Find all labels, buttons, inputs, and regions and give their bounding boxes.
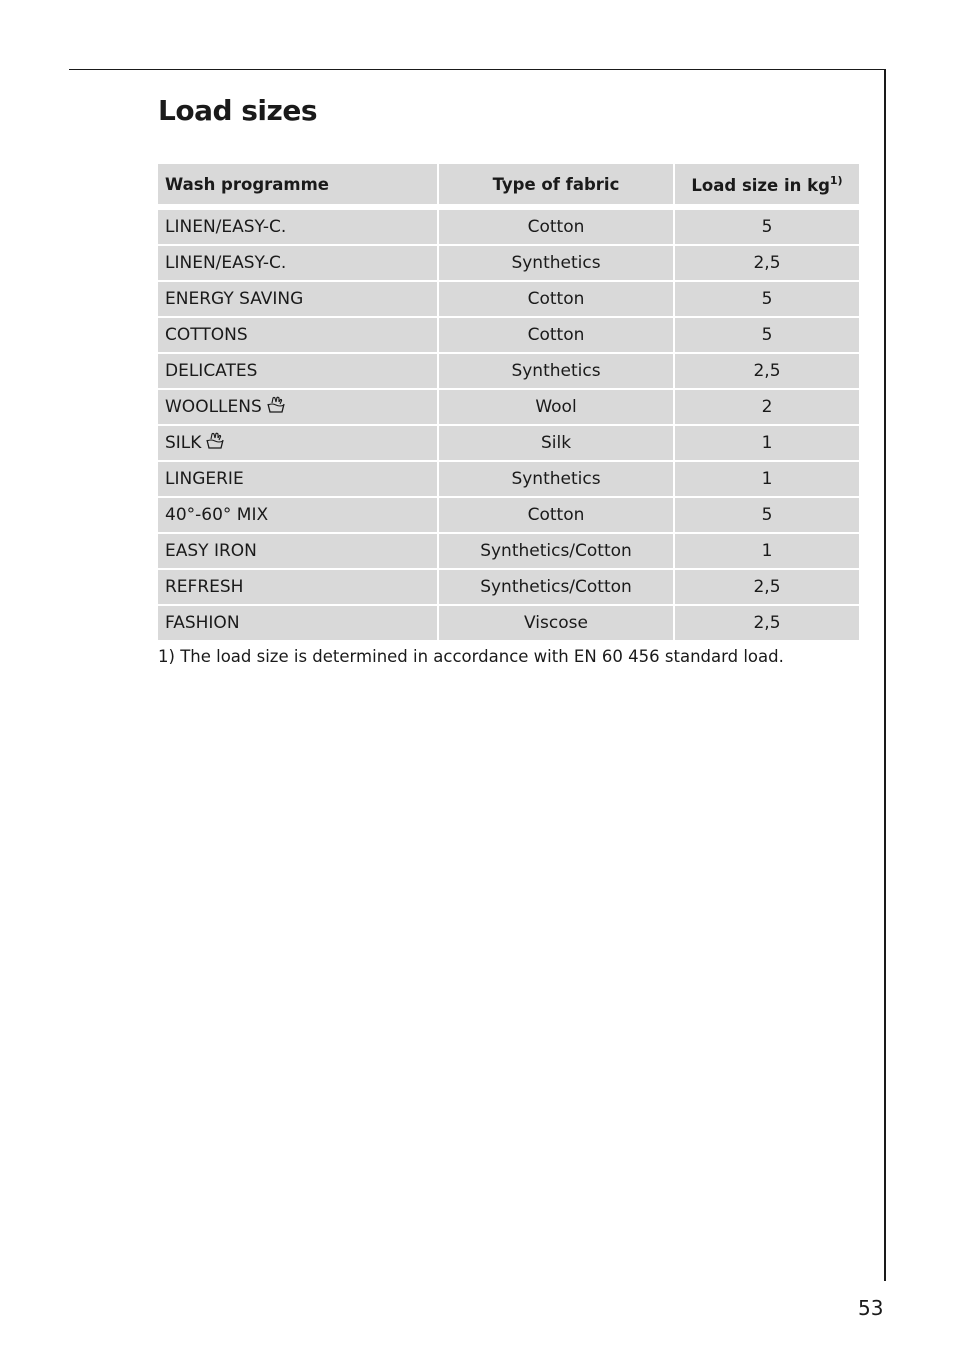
side-rule: [884, 69, 886, 1281]
top-rule: [69, 69, 886, 70]
footnote-reference: 1): [829, 173, 843, 187]
load-size-table: [158, 162, 859, 642]
table-row: [158, 245, 859, 281]
table-row: [158, 207, 859, 245]
cell-load: 2,5: [674, 569, 859, 605]
cell-fabric: Cotton: [438, 497, 674, 533]
cell-programme: LINEN/EASY-C.: [158, 245, 438, 281]
cell-load: 2,5: [674, 353, 859, 389]
cell-load: 1: [674, 533, 859, 569]
cell-fabric: Wool: [438, 389, 674, 425]
hand-wash-icon: [205, 432, 225, 455]
table-row: [158, 605, 859, 641]
table-row: [158, 353, 859, 389]
page-title: Load sizes: [158, 94, 317, 127]
cell-fabric: Cotton: [438, 317, 674, 353]
cell-load: 2,5: [674, 245, 859, 281]
cell-load: 5: [674, 281, 859, 317]
header-type-of-fabric: Type of fabric: [438, 163, 674, 207]
cell-load: 1: [674, 425, 859, 461]
cell-load: 5: [674, 497, 859, 533]
table-header-row: [158, 163, 859, 207]
header-load-size: Load size in $kg^{1)}$: [674, 163, 859, 207]
cell-programme: REFRESH: [158, 569, 438, 605]
header-wash-programme: Wash programme: [158, 163, 438, 207]
cell-programme: DELICATES: [158, 353, 438, 389]
footnote-marker: 1): [158, 647, 175, 666]
cell-load: 1: [674, 461, 859, 497]
footnote-text: The load size is determined in accordance with EN 60 456 standard load.: [180, 647, 784, 666]
cell-fabric: Synthetics: [438, 461, 674, 497]
table-row: [158, 281, 859, 317]
table-row: [158, 497, 859, 533]
table-row: [158, 389, 859, 425]
cell-fabric: Synthetics/Cotton: [438, 533, 674, 569]
page-number: 53: [858, 1296, 884, 1320]
cell-programme: ENERGY SAVING: [158, 281, 438, 317]
programme-label: SILK: [165, 432, 202, 453]
table-row: [158, 425, 859, 461]
table-row: [158, 569, 859, 605]
cell-programme: FASHION: [158, 605, 438, 641]
cell-load: 2: [674, 389, 859, 425]
cell-programme: LINGERIE: [158, 461, 438, 497]
cell-fabric: Synthetics: [438, 353, 674, 389]
cell-fabric: Cotton: [438, 281, 674, 317]
cell-fabric: Synthetics: [438, 245, 674, 281]
table-row: [158, 533, 859, 569]
cell-fabric: Silk: [438, 425, 674, 461]
cell-load: 5: [674, 207, 859, 245]
cell-fabric: Viscose: [438, 605, 674, 641]
cell-load: 5: [674, 317, 859, 353]
cell-programme: EASY IRON: [158, 533, 438, 569]
cell-programme: COTTONS: [158, 317, 438, 353]
hand-wash-icon: [266, 396, 286, 419]
table-row: [158, 461, 859, 497]
footnote: [158, 647, 784, 666]
table-row: [158, 317, 859, 353]
cell-programme: [158, 389, 438, 425]
programme-label: WOOLLENS: [165, 396, 262, 417]
cell-fabric: Synthetics/Cotton: [438, 569, 674, 605]
cell-programme: 40°-60° MIX: [158, 497, 438, 533]
cell-programme: LINEN/EASY-C.: [158, 207, 438, 245]
cell-programme: [158, 425, 438, 461]
cell-load: 2,5: [674, 605, 859, 641]
cell-fabric: Cotton: [438, 207, 674, 245]
